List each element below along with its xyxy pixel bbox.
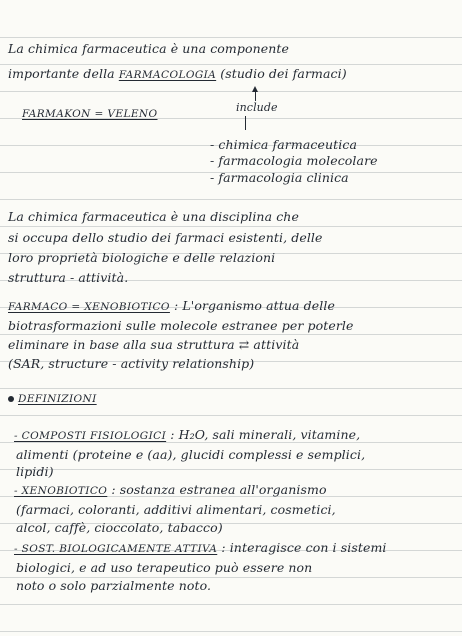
def-xenobiotico-line-2: (farmaci, coloranti, additivi alimentari, cosmetici,	[16, 502, 336, 517]
farmaco-text: : L'organismo attua delle	[174, 298, 335, 313]
intro-paren: (studio dei farmaci)	[220, 66, 347, 81]
def-composti-line-3: lipidi)	[16, 464, 54, 479]
def-xenobiotico-line-3: alcol, caffè, cioccolato, tabacco)	[16, 520, 223, 535]
farmaco-line-2: biotrasformazioni sulle molecole estranee per poterle	[8, 318, 354, 333]
farmaco-term: FARMACO = XENOBIOTICO	[8, 301, 170, 313]
def-composti-line-1	[14, 427, 360, 444]
intro-text: importante della	[8, 66, 115, 81]
intro-line-1: La chimica farmaceutica è una componente	[8, 41, 290, 56]
def-sost-term: - SOST. BIOLOGICAMENTE ATTIVA	[14, 543, 218, 555]
def-composti-line-2: alimenti (proteine e (aa), glucidi complessi e semplici,	[16, 447, 366, 462]
include-item: - chimica farmaceutica	[210, 137, 358, 152]
include-connector	[245, 116, 246, 130]
paragraph-line: si occupa dello studio dei farmaci esistenti, delle	[8, 230, 323, 245]
farmacologia-term: FARMACOLOGIA	[118, 69, 217, 81]
include-item: - farmacologia molecolare	[210, 153, 378, 168]
farmaco-line-3: eliminare in base alla sua struttura ⇄ attività	[8, 337, 300, 352]
def-composti-text: : H₂O, sali minerali, vitamine,	[170, 427, 361, 442]
def-composti-term: - COMPOSTI FISIOLOGICI	[14, 430, 167, 442]
farmakon-definition: FARMAKON = VELENO	[22, 108, 158, 120]
def-xenobiotico-term: - XENOBIOTICO	[14, 485, 108, 497]
def-sost-line-1	[14, 540, 387, 557]
farmaco-line-1	[8, 298, 335, 315]
paragraph-line: struttura - attività.	[8, 270, 129, 285]
def-xenobiotico-line-1	[14, 482, 327, 499]
def-sost-line-2: biologici, e ad uso terapeutico può essere non	[16, 560, 313, 575]
def-xenobiotico-text: : sostanza estranea all'organismo	[111, 482, 327, 497]
include-item: - farmacologia clinica	[210, 170, 349, 185]
def-sost-text: : interagisce con i sistemi	[221, 540, 387, 555]
paragraph-line: loro proprietà biologiche e delle relazioni	[8, 250, 276, 265]
definizioni-title: DEFINIZIONI	[18, 393, 97, 405]
include-label: include	[236, 101, 278, 114]
intro-line-2	[8, 66, 347, 83]
farmaco-line-4: (SAR, structure - activity relationship)	[8, 356, 255, 371]
paragraph-line: La chimica farmaceutica è una disciplina che	[8, 209, 299, 224]
definizioni-heading	[8, 390, 97, 407]
def-sost-line-3: noto o solo parzialmente noto.	[16, 578, 212, 593]
bullet-icon	[8, 396, 14, 402]
